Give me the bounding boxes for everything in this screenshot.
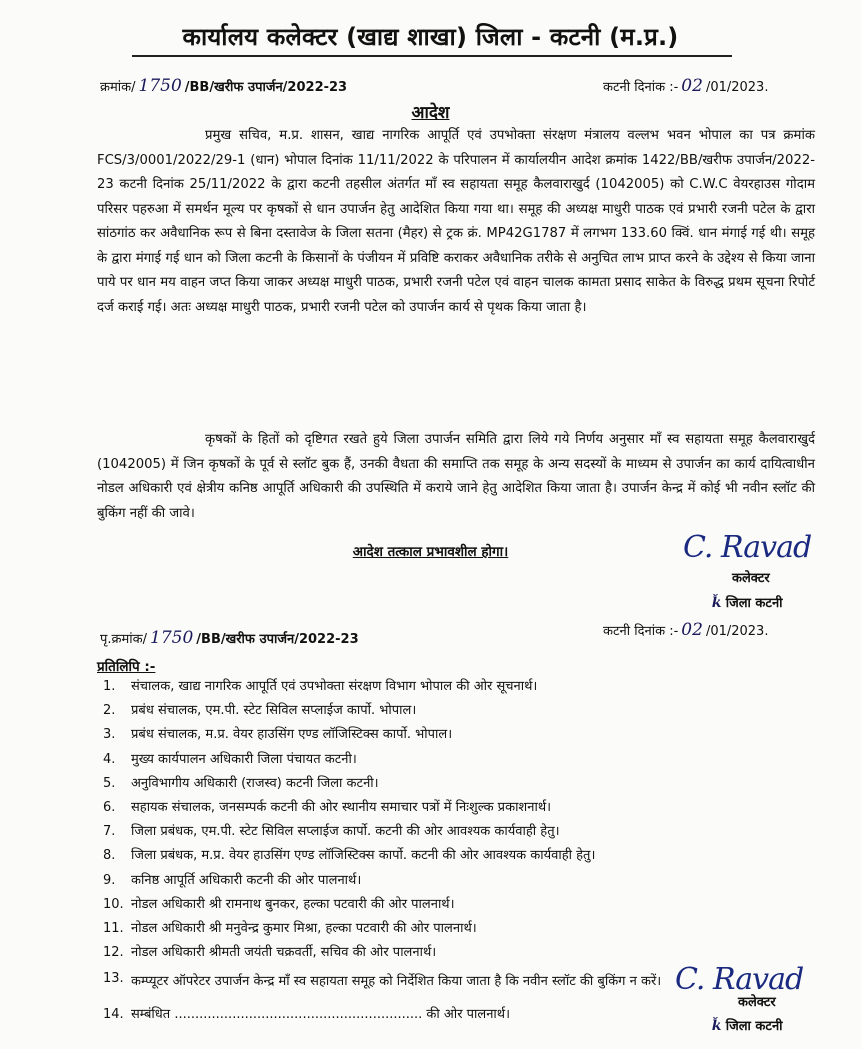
list-item [103,869,815,893]
list-item-text: नोडल अधिकारी श्री रामनाथ बुनकर, हल्का पटवारी की ओर पालनार्थ। [131,896,455,912]
list-item [103,820,815,844]
list-item-text: सम्बंधित ............................................................ की ओर पालनार्थ। [131,1007,511,1023]
list-item [103,893,815,917]
order-subject: आदेश [411,103,450,123]
list-item-number: 12. [103,945,124,961]
list-item-text: कम्प्यूटर ऑपरेटर उपार्जन केन्द्र माँ स्व सहायता समूह को निर्देशित किया जाता है कि नवीन स्लॉट की बुकिंग न करें। [131,974,662,990]
list-item-number: 1. [103,679,116,694]
endorsement-ref-number-handwritten: 1750 [150,628,194,648]
endorsement-date-suffix: /01/2023. [705,624,769,639]
endorsement-reference [100,628,359,648]
list-item [103,699,815,723]
order-reference [100,76,347,96]
list-item-number: 10. [103,896,124,912]
initials-mark-2: ǩ [712,1018,722,1034]
endorsement-ref-suffix: /BB/खरीफ उपार्जन/2022-23 [196,632,359,647]
list-item-text: जिला प्रबंधक, म.प्र. वेयर हाउसिंग एण्ड लॉजिस्टिक्स कार्पो. कटनी की ओर आवश्यक कार्यवाही हेतु। [131,848,596,864]
endorsement-date [603,620,768,640]
order-date [603,76,768,96]
ref-prefix: क्रमांक/ [100,80,136,95]
list-item [103,772,815,796]
list-item-number: 6. [103,800,116,816]
list-item [103,1003,815,1027]
endorsement-date-day-handwritten: 02 [681,620,703,640]
list-item [103,917,815,941]
signature-place [712,593,783,611]
list-item [103,844,815,868]
ref-suffix: /BB/खरीफ उपार्जन/2022-23 [184,80,348,95]
list-item-text: प्रबंध संचालक, एम.पी. स्टेट सिविल सप्लाईज कार्पो. भोपाल। [131,703,417,719]
list-item-text: सहायक संचालक, जनसम्पर्क कटनी की ओर स्थानीय समाचार पत्रों में निःशुल्क प्रकाशनार्थ। [131,800,552,816]
ref-number-handwritten: 1750 [138,76,182,96]
list-item-number: 13. [103,971,124,987]
endorsement-date-prefix: कटनी दिनांक :- [603,624,679,639]
list-item-text: अनुविभागीय अधिकारी (राजस्व) कटनी जिला कटनी। [131,775,379,791]
list-item [103,723,815,747]
signature-place-text-2: जिला कटनी [725,1019,783,1034]
list-item-text: प्रबंध संचालक, म.प्र. वेयर हाउसिंग एण्ड लॉजिस्टिक्स कार्पो. भोपाल। [131,727,453,743]
list-item-number: 7. [103,824,116,840]
date-day-handwritten: 02 [681,76,703,96]
paragraph-2-text: कृषकों के हितों को दृष्टिगत रखते हुये जिला उपार्जन समिति द्वारा लिये गये निर्णय अनुसार माँ स्व सहायता समूह कैलवाराखुर्द (1042005) में जिन कृषकों के पूर्व से स्लॉट बुक हैं, उनकी वैधता की समाप्ति तक समूह के अन्य सदस्यों के माध्यम से उपार्जन का कार्य दायित्वाधीन नोडल अधिकारी एवं क्षेत्रीय कनिष्ठ आपूर्ति अधिकारी की उपस्थिति में कराये जाने हेतु आदेशित किया जाता है। उपार्जन केन्द्र में कोई भी नवीन स्लॉट की बुकिंग नहीं की जावे। [97,432,815,521]
list-item-text: जिला प्रबंधक, एम.पी. स्टेट सिविल सप्लाईज कार्पो. कटनी की ओर आवश्यक कार्यवाही हेतु। [131,824,560,840]
signature-designation: कलेक्टर [732,571,770,586]
list-item-number: 5. [103,775,116,791]
list-item-text: कनिष्ठ आपूर्ति अधिकारी कटनी की ओर पालनार्थ। [131,872,362,888]
date-suffix: /01/2023. [705,80,769,95]
initials-mark: ǩ [712,595,722,611]
list-item [103,796,815,820]
endorsement-ref-prefix: पृ.क्रमांक/ [100,632,148,647]
office-title: कार्यालय कलेक्टर (खाद्य शाखा) जिला - कटनी (म.प्र.) [182,23,679,51]
collector-signature: C. Ravad [683,530,812,565]
collector-signature-2: C. Ravad [675,962,804,997]
date-prefix: कटनी दिनांक :- [603,80,679,95]
title-underline [132,55,732,57]
list-item [103,675,815,699]
signature-designation-2: कलेक्टर [738,995,776,1010]
signature-place-2 [712,1016,783,1034]
list-item-number: 14. [103,1007,124,1023]
list-item [103,748,815,772]
order-effective-line: आदेश तत्काल प्रभावशील होगा। [352,544,509,560]
list-item-number: 4. [103,751,116,767]
copy-to-heading: प्रतिलिपि :- [97,659,156,675]
list-item-number: 9. [103,872,116,888]
list-item-text: मुख्य कार्यपालन अधिकारी जिला पंचायत कटनी। [131,751,357,767]
list-item-number: 3. [103,727,116,743]
list-item-number: 11. [103,921,124,937]
list-item-text: नोडल अधिकारी श्री मनुवेन्द्र कुमार मिश्रा, हल्का पटवारी की ओर पालनार्थ। [131,921,477,937]
list-item-text: नोडल अधिकारी श्रीमती जयंती चक्रवर्ती, सचिव की ओर पालनार्थ। [131,945,437,961]
list-item-number: 2. [103,703,116,719]
signature-place-text: जिला कटनी [725,596,783,611]
list-item-number: 8. [103,848,116,864]
order-paragraph-2 [97,428,815,526]
order-paragraph-1 [97,124,815,320]
list-item-text: संचालक, खाद्य नागरिक आपूर्ति एवं उपभोक्ता संरक्षण विभाग भोपाल की ओर सूचनार्थ। [131,679,538,694]
paragraph-1-text: प्रमुख सचिव, म.प्र. शासन, खाद्य नागरिक आपूर्ति एवं उपभोक्ता संरक्षण मंत्रालय वल्लभ भवन भोपाल का पत्र क्रमांक FCS/3/0001/2022/29-1 (धान) भोपाल दिनांक 11/11/2022 के परिपालन में कार्यालयीन आदेश क्रमांक 1422/BB/खरीफ उपार्जन/2022-23 कटनी दिनांक 25/11/2022 के द्वारा कटनी तहसील अंतर्गत माँ स्व सहायता समूह कैलवाराखुर्द (1042005) को C.W.C वेयरहाउस गोदाम परिसर पहरुआ में समर्थन मूल्य पर कृषकों से धान उपार्जन हेतु आदेशित किया गया था। समूह की अध्यक्ष माधुरी पाठक एवं प्रभारी रजनी पटेल के द्वारा सांठगांठ कर अवैधानिक रूप से बिना दस्तावेज के जिला सतना (मैहर) से ट्रक क्रं. MP42G1787 में लगभग 133.60 क्विं. धान मंगाई गई थी। समूह के द्वारा मंगाई गई धान को जिला कटनी के किसानों के पंजीयन में प्रविष्टि कराकर अवैधानिक तरीके से अनुचित लाभ प्राप्त करने के उद्देश्य से किया जाना पाये पर धान मय वाहन जप्त किया जाकर अध्यक्ष माधुरी पाठक, प्रभारी रजनी पटेल एवं वाहन चालक कामता प्रसाद साकेत के विरुद्ध प्रथम सूचना रिपोर्ट दर्ज कराई गई। अतः अध्यक्ष माधुरी पाठक, प्रभारी रजनी पटेल को उपार्जन कार्य से पृथक किया जाता है। [97,128,815,315]
